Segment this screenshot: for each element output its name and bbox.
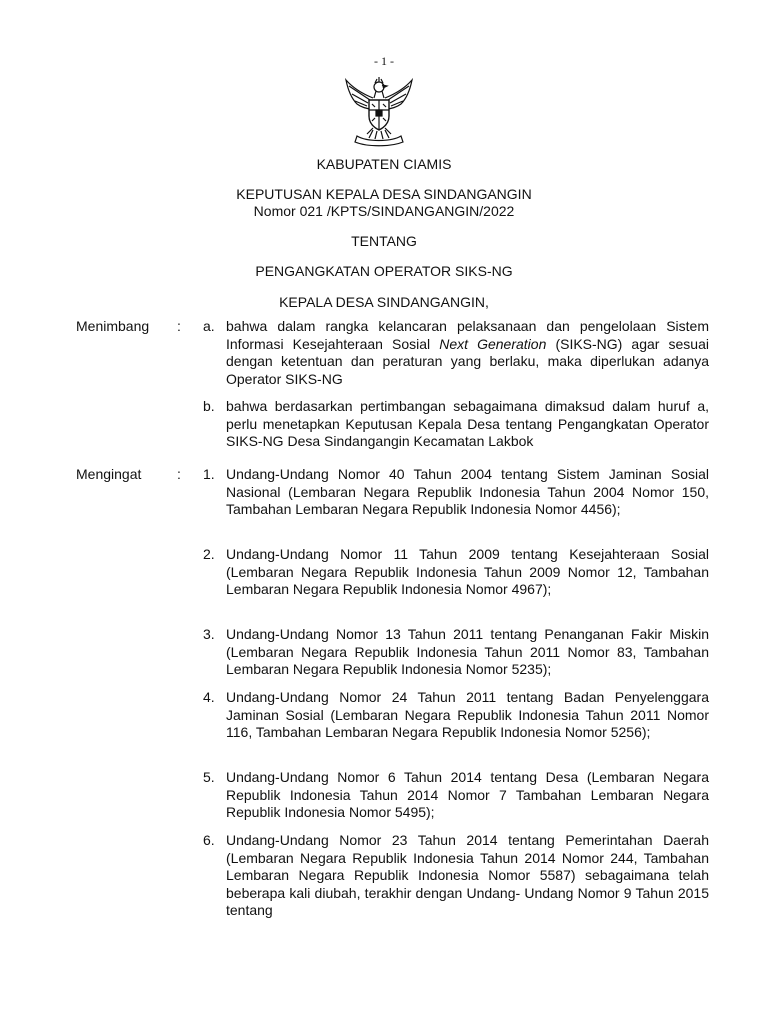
item-marker: 2. bbox=[203, 546, 215, 562]
item-text: Undang-Undang Nomor 23 Tahun 2014 tentang Pemerintahan Daerah (Lembaran Negara Republik Indonesia Tahun 2014 Nomor 244, Tambahan Lembaran Negara Republik Indonesia Nomor 5587) sebagaimana telah beberapa kali diubah, terakhir dengan Undang- Undang Nomor 9 Tahun 2015 tentang bbox=[226, 832, 709, 919]
mengingat-item-2 bbox=[203, 546, 709, 599]
region-heading: KABUPATEN CIAMIS bbox=[316, 156, 452, 172]
mengingat-item-1 bbox=[203, 466, 709, 519]
item-text: Undang-Undang Nomor 40 Tahun 2004 tentang Sistem Jaminan Sosial Nasional (Lembaran Negara Republik Indonesia Tahun 2004 Nomor 150, Tambahan Lembaran Negara Republik Indonesia Nomor 4456); bbox=[226, 466, 709, 518]
item-text: Undang-Undang Nomor 6 Tahun 2014 tentang Desa (Lembaran Negara Republik Indonesia Tahun 2014 Nomor 7 Tambahan Lembaran Negara Republik Indonesia Nomor 5495); bbox=[226, 769, 709, 821]
menimbang-label: Menimbang bbox=[76, 318, 150, 334]
item-marker: 1. bbox=[203, 466, 215, 482]
about-heading: TENTANG bbox=[351, 233, 417, 249]
mengingat-item-4 bbox=[203, 689, 709, 742]
item-text: bahwa dalam rangka kelancaran pelaksanaan dan pengelolaan Sistem Informasi Kesejahteraan Sosial Next Generation (SIKS-NG) agar sesuai dengan ketentuan dan peraturan yang berlaku, maka diperlukan adanya Operator SIKS-NG bbox=[226, 318, 709, 387]
item-marker: 3. bbox=[203, 626, 215, 642]
item-marker: 6. bbox=[203, 832, 215, 848]
page-number: - 1 - bbox=[374, 54, 394, 68]
mengingat-item-5 bbox=[203, 769, 709, 822]
item-text: Undang-Undang Nomor 11 Tahun 2009 tentang Kesejahteraan Sosial (Lembaran Negara Republik Indonesia Tahun 2009 Nomor 12, Tambahan Lembaran Negara Republik Indonesia Nomor 4967); bbox=[226, 546, 709, 598]
mengingat-colon: : bbox=[177, 466, 181, 482]
menimbang-item-b bbox=[203, 398, 709, 451]
item-marker: 4. bbox=[203, 689, 215, 705]
mengingat-label: Mengingat bbox=[76, 466, 142, 482]
menimbang-colon: : bbox=[177, 318, 181, 334]
item-marker: b. bbox=[203, 398, 215, 414]
item-marker: 5. bbox=[203, 769, 215, 785]
subject-heading: PENGANGKATAN OPERATOR SIKS-NG bbox=[255, 263, 513, 279]
issuer-heading: KEPALA DESA SINDANGANGIN, bbox=[279, 294, 489, 310]
mengingat-item-6 bbox=[203, 832, 709, 920]
garuda-emblem-icon bbox=[343, 76, 415, 148]
menimbang-item-a bbox=[203, 318, 709, 388]
item-marker: a. bbox=[203, 318, 215, 334]
item-text: Undang-Undang Nomor 24 Tahun 2011 tentang Badan Penyelenggara Jaminan Sosial (Lembaran Negara Republik Indonesia Tahun 2011 Nomor 116, Tambahan Lembaran Negara Republik Indonesia Nomor 5256); bbox=[226, 689, 709, 741]
item-text: bahwa berdasarkan pertimbangan sebagaimana dimaksud dalam huruf a, perlu menetapkan Keputusan Kepala Desa tentang Pengangkatan Operator SIKS-NG Desa Sindangangin Kecamatan Lakbok bbox=[226, 398, 709, 450]
decree-number: Nomor 021 /KPTS/SINDANGANGIN/2022 bbox=[253, 203, 515, 219]
decree-title: KEPUTUSAN KEPALA DESA SINDANGANGIN bbox=[236, 186, 532, 202]
item-text: Undang-Undang Nomor 13 Tahun 2011 tentang Penanganan Fakir Miskin (Lembaran Negara Republik Indonesia Tahun 2011 Nomor 83, Tambahan Lembaran Negara Republik Indonesia Nomor 5235); bbox=[226, 626, 709, 678]
mengingat-item-3 bbox=[203, 626, 709, 679]
